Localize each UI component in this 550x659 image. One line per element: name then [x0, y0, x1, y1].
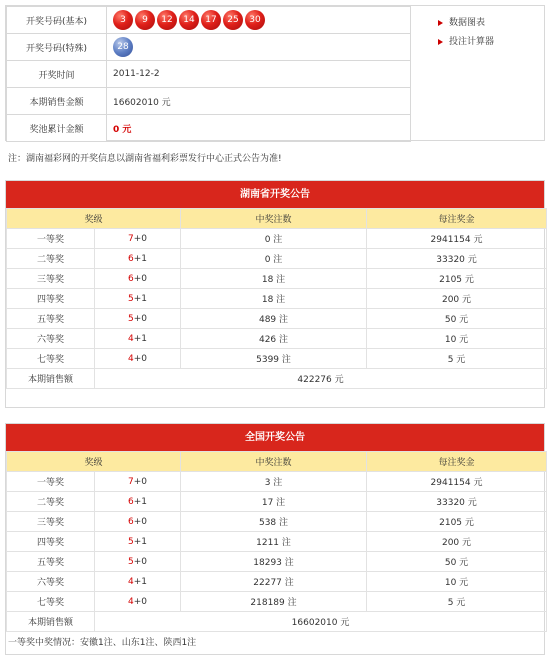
- prize-amount: 33320 元: [367, 492, 547, 512]
- sales-row: [7, 612, 547, 632]
- prize-amount: 2941154 元: [367, 472, 547, 492]
- prize-amount: 200 元: [367, 532, 547, 552]
- plus-sign: +: [133, 333, 142, 344]
- draw-info-table: [6, 6, 411, 142]
- red-match-count: 5: [128, 536, 134, 547]
- winner-count: 538 注: [181, 512, 367, 532]
- header-amount: 每注奖金: [367, 209, 547, 229]
- special-match-count: 0: [141, 353, 148, 364]
- special-ball-cell: [107, 34, 411, 61]
- prize-level: 六等奖: [7, 329, 95, 349]
- plus-sign: +: [133, 353, 142, 364]
- plus-sign: +: [133, 233, 142, 244]
- special-match-count: 1: [141, 576, 148, 587]
- special-match-count: 1: [141, 293, 148, 304]
- prize-amount: 50 元: [367, 309, 547, 329]
- prize-level: 二等奖: [7, 249, 95, 269]
- match-condition: [95, 492, 181, 512]
- special-match-count: 1: [141, 333, 148, 344]
- draw-date-label: 开奖时间: [7, 61, 107, 88]
- red-ball: 30: [245, 10, 265, 30]
- prize-level: 三等奖: [7, 269, 95, 289]
- jackpot-pool-value: 0 元: [107, 115, 411, 142]
- prize-amount: 50 元: [367, 552, 547, 572]
- header-level: 奖级: [7, 209, 181, 229]
- prize-level: 五等奖: [7, 309, 95, 329]
- side-links: [438, 14, 494, 52]
- prize-level: 五等奖: [7, 552, 95, 572]
- match-condition: [95, 552, 181, 572]
- table-row: [7, 329, 547, 349]
- special-ball: 28: [113, 37, 133, 57]
- bet-calculator-link[interactable]: [438, 33, 494, 52]
- sales-value: 422276 元: [95, 369, 547, 389]
- special-match-count: 1: [141, 536, 148, 547]
- red-match-count: 6: [128, 273, 134, 284]
- winner-count: 426 注: [181, 329, 367, 349]
- table-row: [7, 572, 547, 592]
- match-condition: [95, 572, 181, 592]
- winner-count: 22277 注: [181, 572, 367, 592]
- table-row: [7, 492, 547, 512]
- hunan-prize-table: [6, 208, 547, 389]
- prize-amount: 2941154 元: [367, 229, 547, 249]
- red-match-count: 4: [128, 333, 134, 344]
- sales-value: 16602010 元: [95, 612, 547, 632]
- prize-amount: 10 元: [367, 329, 547, 349]
- sales-label: 本期销售额: [7, 612, 95, 632]
- match-condition: [95, 512, 181, 532]
- disclaimer-note: 注：湖南福彩网的开奖信息以湖南省福利彩票发行中心正式公告为准!: [8, 154, 282, 164]
- data-chart-link-label: 数据图表: [449, 18, 486, 28]
- table-row: [7, 289, 547, 309]
- red-match-count: 5: [128, 313, 134, 324]
- match-condition: [95, 329, 181, 349]
- plus-sign: +: [133, 476, 142, 487]
- special-match-count: 0: [141, 596, 148, 607]
- table-row: [7, 552, 547, 572]
- special-match-count: 0: [141, 313, 148, 324]
- prize-amount: 2105 元: [367, 512, 547, 532]
- special-number-label: 开奖号码(特殊): [7, 34, 107, 61]
- plus-sign: +: [133, 253, 142, 264]
- sales-row: [7, 369, 547, 389]
- prize-level: 二等奖: [7, 492, 95, 512]
- match-condition: [95, 229, 181, 249]
- red-match-count: 4: [128, 353, 134, 364]
- header-count: 中奖注数: [181, 209, 367, 229]
- match-condition: [95, 309, 181, 329]
- winner-count: 18 注: [181, 289, 367, 309]
- hunan-announcement-panel: [5, 180, 545, 408]
- header-level: 奖级: [7, 452, 181, 472]
- match-condition: [95, 289, 181, 309]
- national-announcement-panel: [5, 423, 545, 655]
- winner-count: 0 注: [181, 249, 367, 269]
- winner-count: 17 注: [181, 492, 367, 512]
- plus-sign: +: [133, 576, 142, 587]
- red-ball: 9: [135, 10, 155, 30]
- prize-level: 四等奖: [7, 289, 95, 309]
- special-match-count: 0: [141, 556, 148, 567]
- red-match-count: 6: [128, 516, 134, 527]
- winner-count: 218189 注: [181, 592, 367, 612]
- draw-info-panel: [5, 5, 545, 141]
- data-chart-link[interactable]: [438, 14, 494, 33]
- sales-amount-label: 本期销售金额: [7, 88, 107, 115]
- match-condition: [95, 349, 181, 369]
- special-match-count: 0: [141, 516, 148, 527]
- prize-amount: 5 元: [367, 592, 547, 612]
- table-row: [7, 512, 547, 532]
- match-condition: [95, 532, 181, 552]
- match-condition: [95, 269, 181, 289]
- red-match-count: 5: [128, 556, 134, 567]
- red-match-count: 5: [128, 293, 134, 304]
- special-match-count: 0: [141, 476, 148, 487]
- match-condition: [95, 249, 181, 269]
- winner-count: 0 注: [181, 229, 367, 249]
- plus-sign: +: [133, 516, 142, 527]
- winner-count: 1211 注: [181, 532, 367, 552]
- prize-amount: 200 元: [367, 289, 547, 309]
- red-ball: 17: [201, 10, 221, 30]
- plus-sign: +: [133, 596, 142, 607]
- red-match-count: 7: [128, 233, 134, 244]
- prize-amount: 5 元: [367, 349, 547, 369]
- national-panel-title: 全国开奖公告: [6, 424, 544, 451]
- plus-sign: +: [133, 273, 142, 284]
- table-row: [7, 229, 547, 249]
- plus-sign: +: [133, 556, 142, 567]
- red-ball: 12: [157, 10, 177, 30]
- plus-sign: +: [133, 293, 142, 304]
- prize-level: 六等奖: [7, 572, 95, 592]
- red-ball: 25: [223, 10, 243, 30]
- match-condition: [95, 472, 181, 492]
- red-match-count: 6: [128, 496, 134, 507]
- red-match-count: 4: [128, 596, 134, 607]
- hunan-panel-title: 湖南省开奖公告: [6, 181, 544, 208]
- red-ball: 14: [179, 10, 199, 30]
- jackpot-pool-label: 奖池累计金额: [7, 115, 107, 142]
- bet-calculator-link-label: 投注计算器: [449, 37, 495, 47]
- hunan-panel-spacer: [6, 389, 544, 407]
- table-row: [7, 309, 547, 329]
- special-match-count: 0: [141, 273, 148, 284]
- match-condition: [95, 592, 181, 612]
- winner-count: 3 注: [181, 472, 367, 492]
- national-prize-table: [6, 451, 547, 632]
- plus-sign: +: [133, 496, 142, 507]
- winner-count: 18 注: [181, 269, 367, 289]
- header-count: 中奖注数: [181, 452, 367, 472]
- prize-amount: 2105 元: [367, 269, 547, 289]
- special-match-count: 1: [141, 253, 148, 264]
- winner-count: 18293 注: [181, 552, 367, 572]
- basic-balls: [107, 7, 411, 34]
- first-prize-winners-note: 一等奖中奖情况：安徽1注、山东1注、陕西1注: [8, 638, 197, 648]
- table-row: [7, 349, 547, 369]
- red-ball: 3: [113, 10, 133, 30]
- red-match-count: 6: [128, 253, 134, 264]
- basic-numbers-label: 开奖号码(基本): [7, 7, 107, 34]
- triangle-bullet-icon: [438, 39, 443, 45]
- table-row: [7, 592, 547, 612]
- prize-level: 一等奖: [7, 229, 95, 249]
- winner-count: 5399 注: [181, 349, 367, 369]
- table-row: [7, 269, 547, 289]
- winner-count: 489 注: [181, 309, 367, 329]
- red-match-count: 4: [128, 576, 134, 587]
- table-row: [7, 472, 547, 492]
- triangle-bullet-icon: [438, 20, 443, 26]
- sales-amount-value: 16602010 元: [107, 88, 411, 115]
- draw-date-value: 2011-12-2: [107, 61, 411, 88]
- red-match-count: 7: [128, 476, 134, 487]
- prize-level: 四等奖: [7, 532, 95, 552]
- sales-label: 本期销售额: [7, 369, 95, 389]
- prize-level: 一等奖: [7, 472, 95, 492]
- prize-amount: 33320 元: [367, 249, 547, 269]
- plus-sign: +: [133, 313, 142, 324]
- table-row: [7, 532, 547, 552]
- prize-level: 三等奖: [7, 512, 95, 532]
- prize-amount: 10 元: [367, 572, 547, 592]
- table-row: [7, 249, 547, 269]
- special-match-count: 1: [141, 496, 148, 507]
- prize-level: 七等奖: [7, 349, 95, 369]
- header-amount: 每注奖金: [367, 452, 547, 472]
- special-match-count: 0: [141, 233, 148, 244]
- prize-level: 七等奖: [7, 592, 95, 612]
- plus-sign: +: [133, 536, 142, 547]
